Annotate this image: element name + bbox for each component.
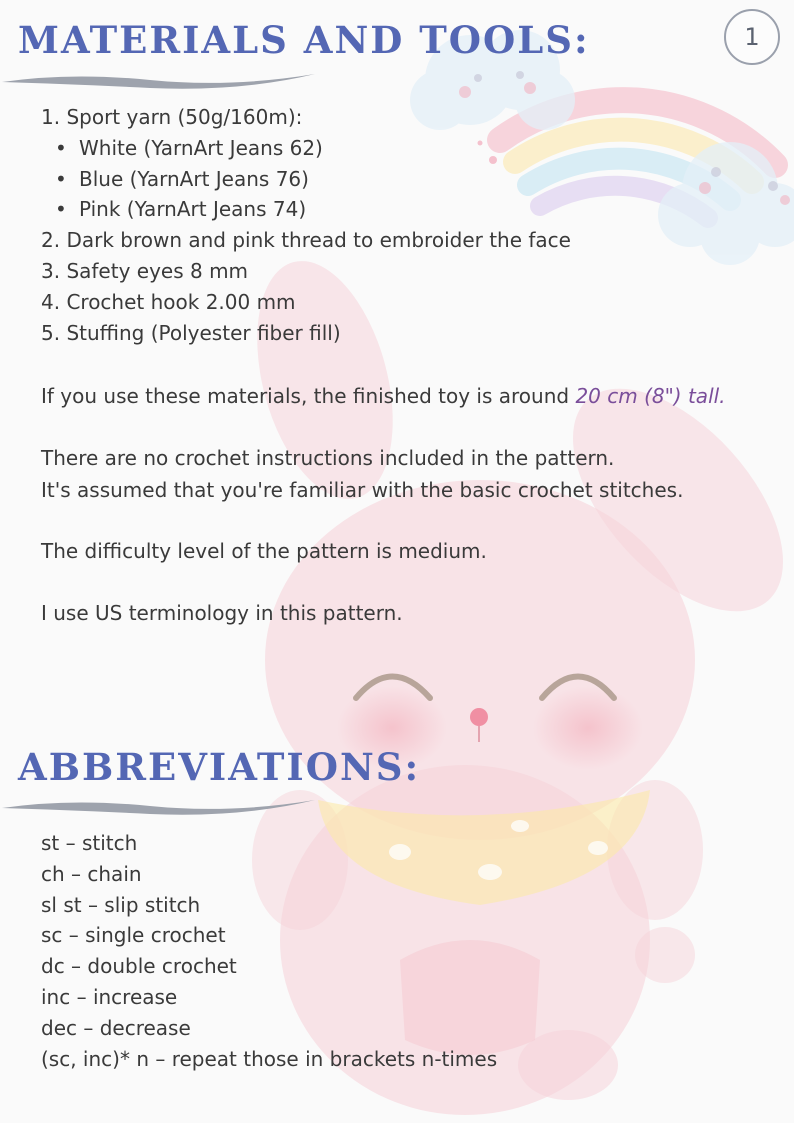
abbreviation-item: inc – increase [41,984,178,1009]
page-number-badge: 1 [724,9,780,65]
abbreviation-item: ch – chain [41,861,142,886]
abbreviations-heading: ABBREVIATIONS: [18,745,421,789]
heading-underline-swoosh [0,66,320,96]
materials-yarn-colors [41,133,571,225]
instructions-line-2: It's assumed that you're familiar with the basic crochet stitches. [41,478,684,502]
abbreviation-item: sc – single crochet [41,923,226,948]
materials-item-stuffing: 5. Stuffing (Polyester fiber fill) [41,320,341,345]
abbreviation-item: st – stitch [41,831,138,855]
toy-size-note [41,380,726,412]
abbreviations-list [41,828,497,1074]
materials-item-thread: 2. Dark brown and pink thread to embroider the face [41,228,571,253]
materials-item-hook: 4. Crochet hook 2.00 mm [41,289,296,314]
abbreviation-item: dec – decrease [41,1015,191,1040]
yarn-color-list [41,133,571,225]
toy-size-value: 20 cm (8") tall. [575,384,726,408]
yarn-color-item: • White (YarnArt Jeans 62) [41,133,571,164]
toy-size-text: If you use these materials, the finished toy is around [41,384,576,408]
yarn-color-item: • Blue (YarnArt Jeans 76) [41,164,571,195]
materials-item-yarn: 1. Sport yarn (50g/160m): [41,105,303,129]
heading-underline-swoosh [0,792,320,822]
materials-list [41,102,571,348]
materials-item-eyes: 3. Safety eyes 8 mm [41,258,249,283]
terminology-note: I use US terminology in this pattern. [41,601,403,625]
instructions-note [41,442,683,506]
abbreviation-item: dc – double crochet [41,954,237,979]
materials-heading: MATERIALS AND TOOLS: [18,18,590,62]
difficulty-note: The difficulty level of the pattern is medium. [41,539,487,563]
abbreviation-item: (sc, inc)* n – repeat those in brackets n-times [41,1046,498,1071]
instructions-line-1: There are no crochet instructions included in the pattern. [41,446,615,470]
abbreviation-item: sl st – slip stitch [41,892,201,917]
yarn-color-item: • Pink (YarnArt Jeans 74) [41,194,571,225]
